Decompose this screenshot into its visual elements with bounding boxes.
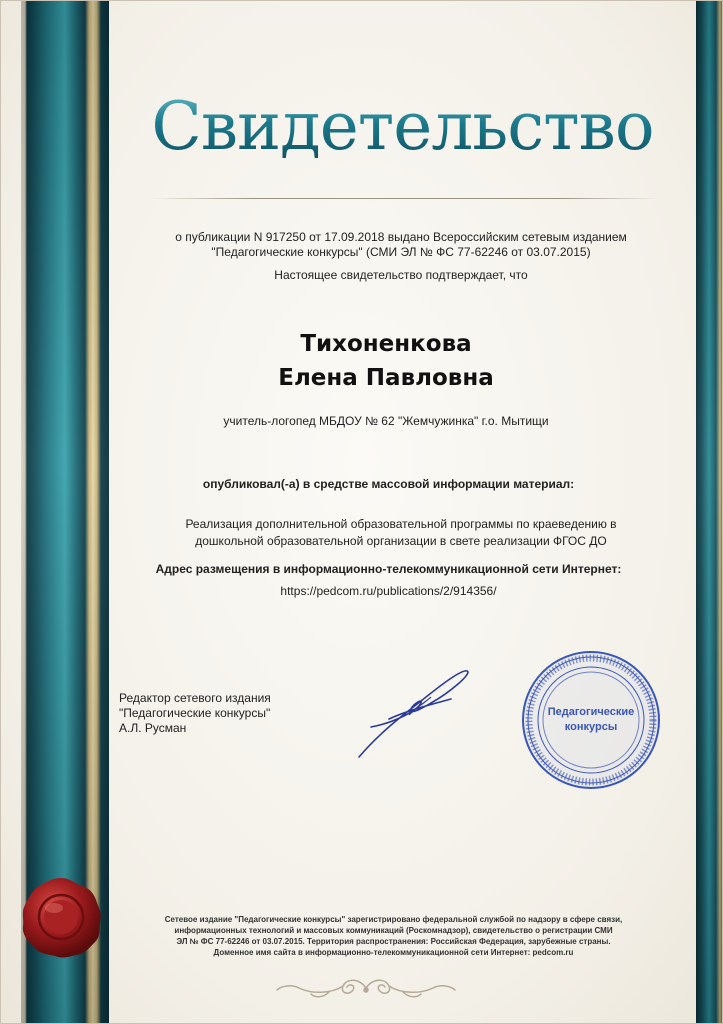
wax-seal: [19, 875, 104, 960]
signature-scribble: [351, 661, 476, 761]
address-label: Адрес размещения в информационно-телекоммуникационной сети Интернет:: [155, 562, 622, 576]
material-line-1: Реализация дополнительной образовательной программы по краеведению в: [185, 517, 617, 531]
stamp-text-2: конкурсы: [564, 721, 618, 733]
registration-footer: [121, 914, 666, 958]
published-label: опубликовал(-а) в средстве массовой информации материал:: [202, 477, 575, 491]
publisher-stamp: [520, 649, 662, 791]
recipient-surname: Тихоненкова: [300, 331, 472, 357]
publication-line-2: "Педагогические конкурсы" (СМИ ЭЛ № ФС 77-62246 от 03.07.2015): [211, 245, 591, 259]
material-line-2: дошкольной образовательной организации в свете реализации ФГОС ДО: [195, 534, 607, 548]
publication-line-1: о публикации N 917250 от 17.09.2018 выдано Всероссийским сетевым изданием: [175, 230, 627, 244]
footer-line-3: ЭЛ № ФС 77-62246 от 03.07.2015. Территория распространения: Российская Федерация, зарубежные страны.: [176, 937, 611, 946]
editor-line-2: "Педагогические конкурсы": [119, 706, 271, 720]
publication-info: [121, 230, 681, 260]
footer-line-4: Доменное имя сайта в информационно-телекоммуникационной сети Интернет: pedcom.ru: [213, 948, 574, 957]
publication-url[interactable]: https://pedcom.ru/publications/2/914356/: [280, 584, 497, 598]
bottom-ornament: [271, 974, 461, 1002]
title-divider: [151, 198, 659, 199]
certificate-title: Свидетельство: [109, 85, 696, 169]
stamp-text-1: Педагогические: [547, 706, 635, 718]
recipient-position: учитель-логопед МБДОУ № 62 "Жемчужинка" г.о. Мытищи: [223, 414, 549, 428]
editor-name: А.Л. Русман: [119, 721, 187, 735]
confirms-text: Настоящее свидетельство подтверждает, что: [274, 268, 528, 282]
editor-line-1: Редактор сетевого издания: [119, 691, 271, 705]
footer-line-2: информационных технологий и массовых коммуникаций (Роскомнадзор), свидетельство о регистрации СМИ: [174, 926, 613, 935]
footer-line-1: Сетевое издание "Педагогические конкурсы" зарегистрировано федеральной службой по надзору в сфере связи,: [164, 915, 623, 924]
material-title: [121, 516, 681, 550]
recipient-given-names: Елена Павловна: [278, 365, 494, 391]
recipient-name: [121, 327, 651, 395]
editor-block: [119, 691, 339, 736]
